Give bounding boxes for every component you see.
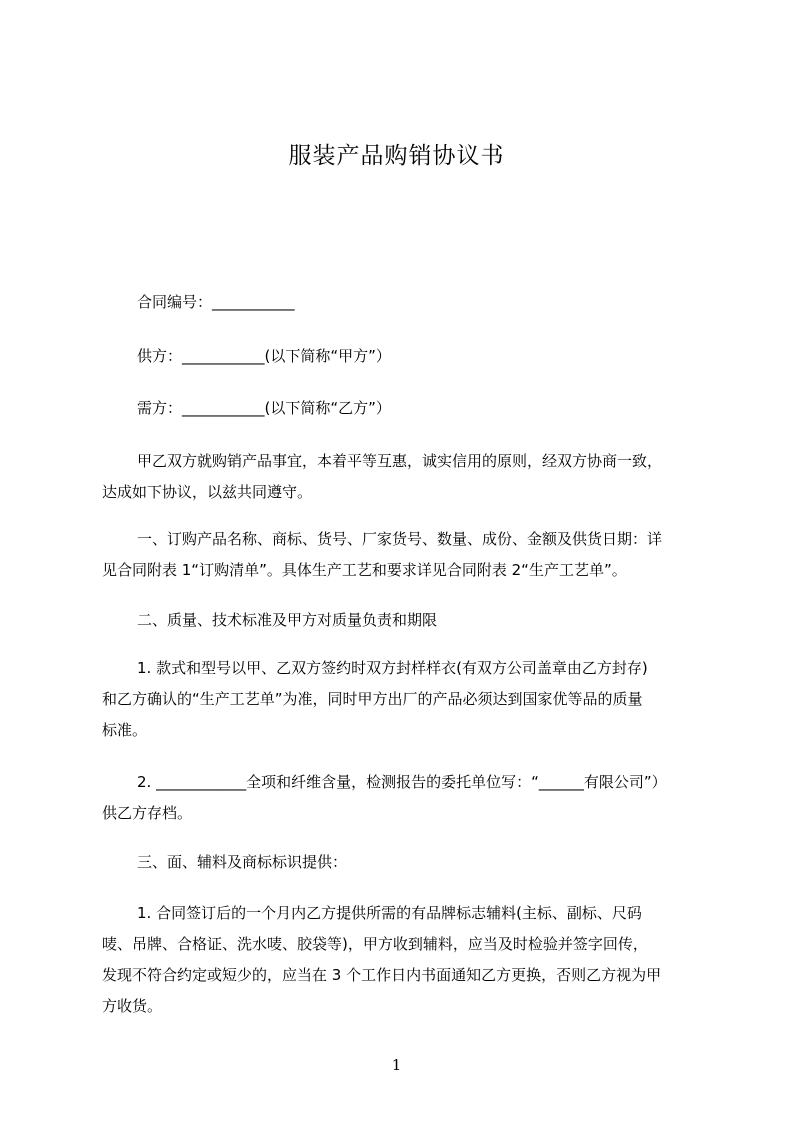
section-3-item-1-line: 发现不符合约定或短少的，应当在 3 个工作日内书面通知乙方更换，否则乙方视为甲 xyxy=(102,966,662,984)
section-2-item-1 xyxy=(102,653,702,746)
section-2-item-1-line: 1. 款式和型号以甲、乙双方签约时双方封样样衣(有双方公司盖章由乙方封存) xyxy=(137,659,648,677)
section-1-paragraph xyxy=(102,524,702,586)
section-3-item-1-line: 1. 合同签订后的一个月内乙方提供所需的有品牌标志辅料(主标、副标、尺码 xyxy=(137,904,642,922)
section-2-item-2-line: 供乙方存档。 xyxy=(102,804,193,822)
section-1-line: 一、订购产品名称、商标、货号、厂家货号、数量、成份、金额及供货日期：详 xyxy=(137,530,663,548)
section-3-item-1-line: 方收货。 xyxy=(102,997,163,1015)
buyer-field: 需方：___________(以下简称“乙方”） xyxy=(137,399,391,417)
intro-line: 甲乙双方就购销产品事宜，本着平等互惠，诚实信用的原则，经双方协商一致， xyxy=(137,452,663,470)
section-2-item-2-line: 2. ____________全项和纤维含量，检测报告的委托单位写：“______有限公司”） xyxy=(137,773,667,791)
section-3-item-1-line: 唛、吊牌、合格证、洗水唛、胶袋等)，甲方收到辅料，应当及时检验并签字回传， xyxy=(102,935,648,953)
section-2-item-1-line: 标准。 xyxy=(102,721,148,739)
contract-number-field: 合同编号：___________ xyxy=(137,293,295,311)
section-2-heading: 二、质量、技术标准及甲方对质量负责和期限 xyxy=(137,611,438,629)
section-2-item-2 xyxy=(102,767,702,829)
section-3-item-1 xyxy=(102,898,702,1022)
intro-paragraph xyxy=(102,446,702,508)
section-3-heading: 三、面、辅料及商标标识提供： xyxy=(137,853,348,871)
document-title: 服装产品购销协议书 xyxy=(288,143,505,169)
intro-line: 达成如下协议，以兹共同遵守。 xyxy=(102,483,313,501)
page-number: 1 xyxy=(391,1056,402,1074)
section-1-line: 见合同附表 1“订购清单”。具体生产工艺和要求详见合同附表 2“生产工艺单”。 xyxy=(102,561,627,579)
section-2-item-1-line: 和乙方确认的“生产工艺单”为准，同时甲方出厂的产品必须达到国家优等品的质量 xyxy=(102,690,643,708)
supplier-field: 供方：___________(以下简称“甲方”） xyxy=(137,347,391,365)
